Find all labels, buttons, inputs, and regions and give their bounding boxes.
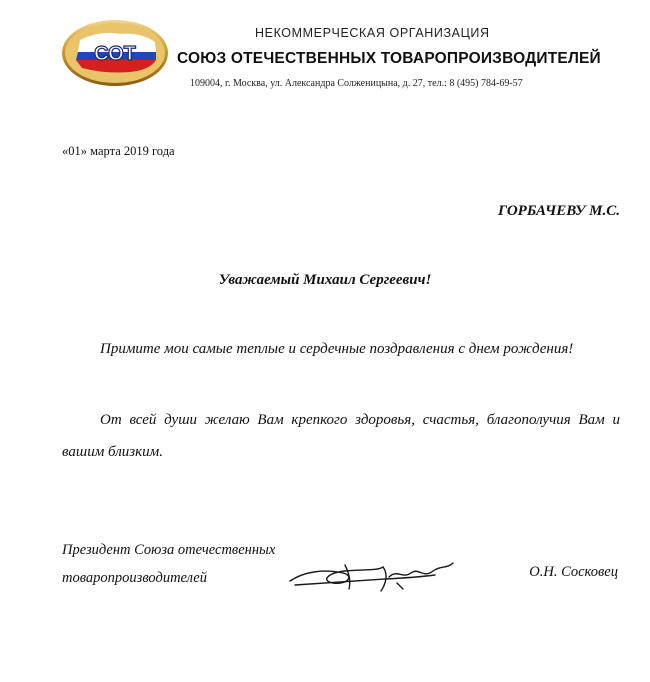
signer-title: [62, 536, 275, 592]
signer-title-line2: товаропроизводителей: [62, 570, 207, 586]
org-name: СОЮЗ ОТЕЧЕСТВЕННЫХ ТОВАРОПРОИЗВОДИТЕЛЕЙ: [177, 50, 601, 67]
paragraph-1: Примите мои самые теплые и сердечные поздравления с днем рождения!: [100, 341, 574, 357]
org-type: НЕКОММЕРЧЕСКАЯ ОРГАНИЗАЦИЯ: [255, 26, 490, 40]
logo-text: СОТ: [94, 43, 136, 65]
letter-date: «01» марта 2019 года: [62, 144, 175, 158]
org-address: 109004, г. Москва, ул. Александра Солженицына, д. 27, тел.: 8 (495) 784-69-57: [190, 78, 523, 89]
letterhead: [0, 0, 650, 110]
paragraph-2: От всей души желаю Вам крепкого здоровья, счастья, благополучия Вам и вашим близким.: [62, 412, 620, 460]
handwritten-signature: [285, 555, 465, 595]
recipient: ГОРБАЧЕВУ М.С.: [497, 203, 620, 219]
signer-name: О.Н. Сосковец: [529, 564, 618, 580]
organization-logo: [60, 18, 170, 88]
salutation: Уважаемый Михаил Сергеевич!: [218, 272, 432, 288]
signer-title-line1: Президент Союза отечественных: [62, 542, 276, 558]
